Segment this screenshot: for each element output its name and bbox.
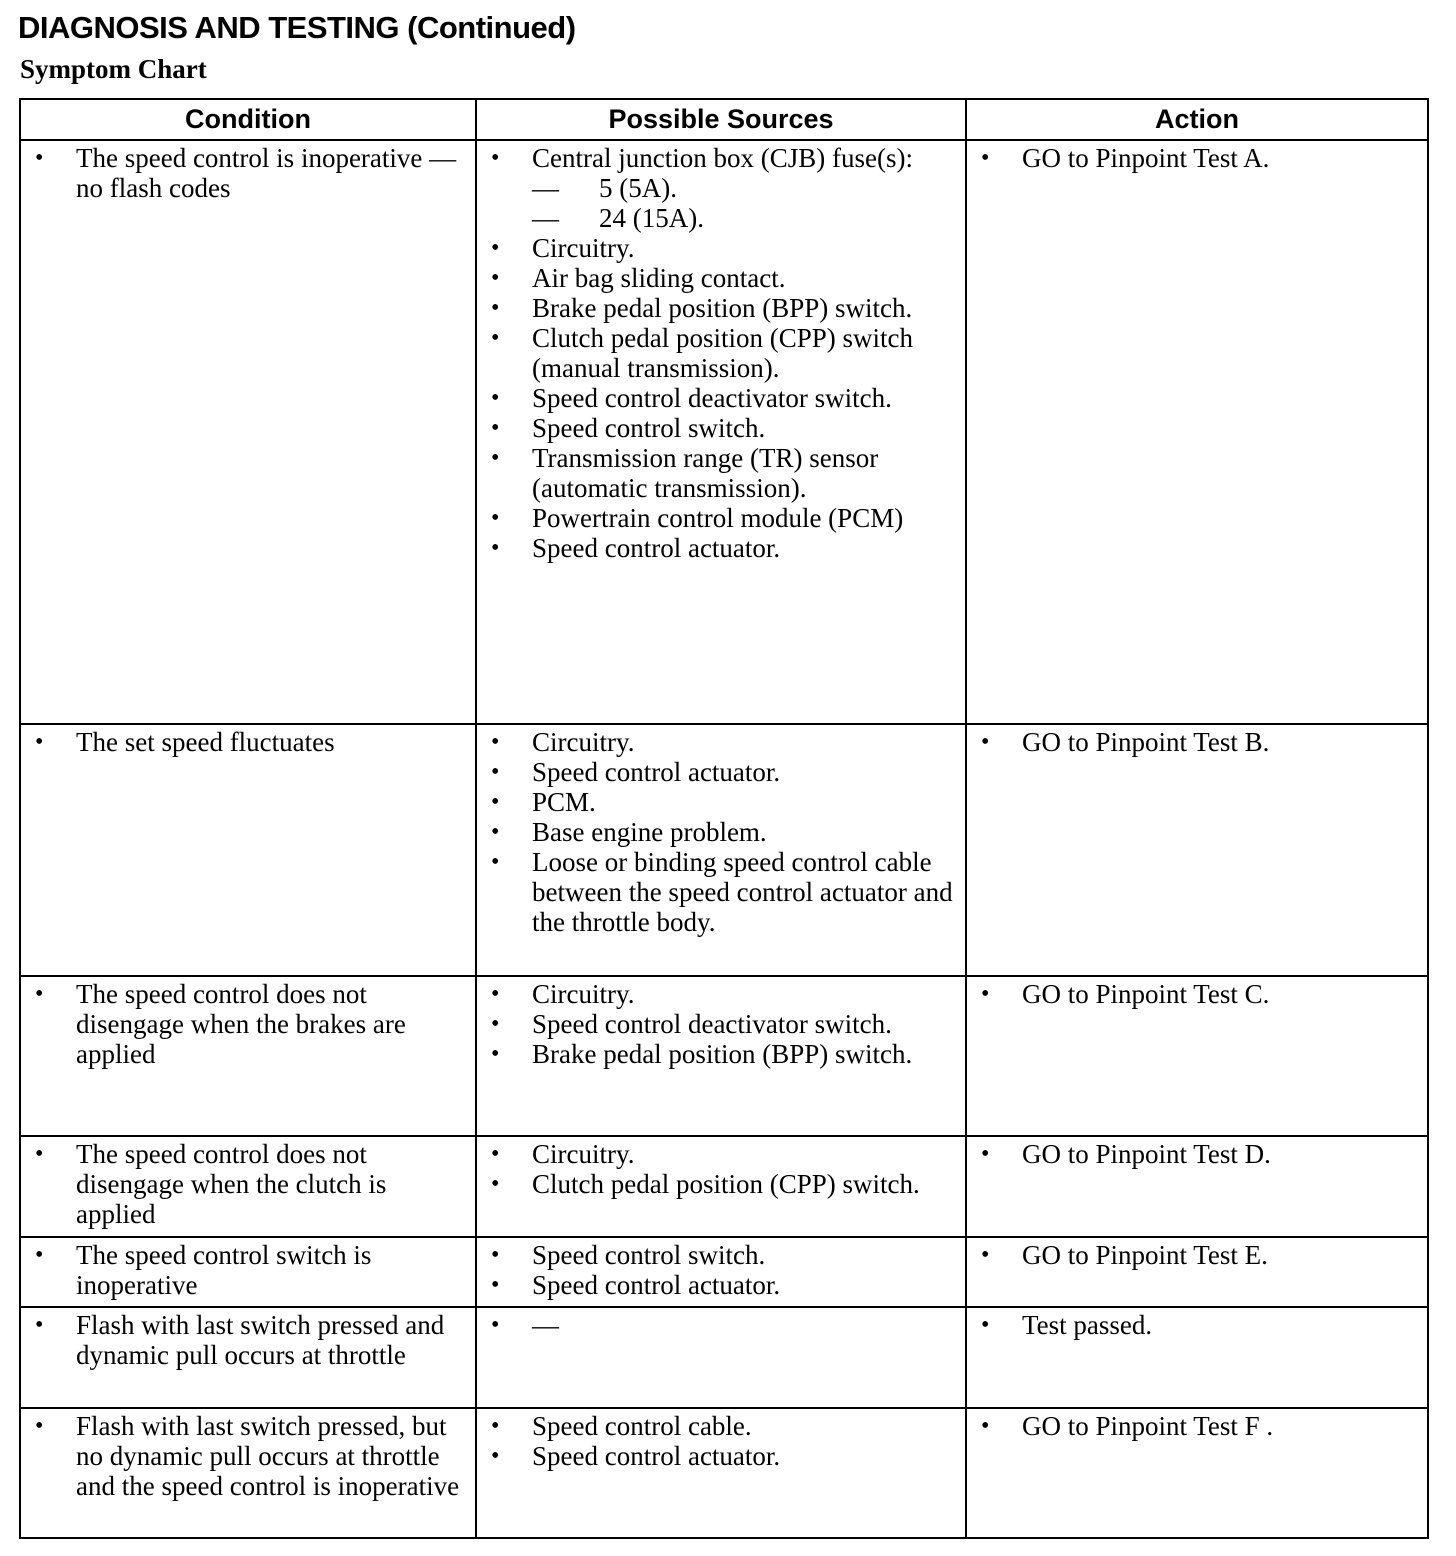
bullet-icon: • [491,295,500,321]
source-text: Clutch pedal position (CPP) switch (manual transmission). [532,323,913,383]
table-row [20,1136,1428,1237]
action-text: GO to Pinpoint Test E. [1022,1240,1268,1270]
condition-item [31,979,465,1069]
bullet-icon: • [491,535,500,561]
source-item [487,1009,955,1039]
source-text: Speed control actuator. [532,533,781,563]
source-text: Speed control deactivator switch. [532,383,892,413]
bullet-icon: • [35,145,44,171]
bullet-icon: • [491,981,500,1007]
chart-title: Symptom Chart [20,54,207,84]
source-item [487,263,955,293]
condition-cell [20,140,476,724]
condition-text: Flash with last switch pressed and dynamic pull occurs at throttle [76,1310,445,1370]
condition-cell [20,724,476,976]
bullet-icon: • [491,1011,500,1037]
source-text: Brake pedal position (BPP) switch. [532,1039,913,1069]
possible-sources-cell [476,140,966,724]
source-text: Powertrain control module (PCM) [532,503,904,533]
source-item [487,413,955,443]
condition-cell [20,1408,476,1538]
action-item [977,979,1417,1009]
source-text: Circuitry. [532,1139,635,1169]
source-text: PCM. [532,787,596,817]
source-item [487,1310,955,1340]
bullet-icon: • [491,1443,500,1469]
action-cell [966,976,1428,1136]
condition-text: The speed control does not disengage when the brakes are applied [76,979,406,1069]
condition-item [31,1139,465,1229]
source-item [487,1441,955,1471]
source-item [487,383,955,413]
action-cell [966,1408,1428,1538]
page-heading: DIAGNOSIS AND TESTING (Continued) [18,10,576,45]
bullet-icon: • [491,729,500,755]
condition-item [31,1310,465,1370]
condition-text: The set speed fluctuates [76,727,335,757]
action-cell [966,724,1428,976]
action-cell [966,140,1428,724]
source-item [487,727,955,757]
bullet-icon: • [491,819,500,845]
source-item [487,293,955,323]
bullet-icon: • [491,415,500,441]
bullet-icon: • [491,235,500,261]
bullet-icon: • [491,1272,500,1298]
bullet-icon: • [981,729,990,755]
header-condition: Condition [20,99,476,140]
action-item [977,143,1417,173]
source-item [487,787,955,817]
source-text: Circuitry. [532,233,635,263]
possible-sources-cell [476,1408,966,1538]
condition-text: The speed control switch is inoperative [76,1240,372,1300]
action-item [977,727,1417,757]
condition-item [31,727,465,757]
source-item [487,143,955,233]
bullet-icon: • [491,1312,500,1338]
source-text: Air bag sliding contact. [532,263,786,293]
bullet-icon: • [981,1242,990,1268]
condition-text: Flash with last switch pressed, but no dynamic pull occurs at throttle and the speed control is inoperative [76,1411,460,1501]
source-item [487,533,955,563]
bullet-icon: • [491,265,500,291]
source-text: Clutch pedal position (CPP) switch. [532,1169,920,1199]
action-cell [966,1136,1428,1237]
bullet-icon: • [491,145,500,171]
source-item [487,757,955,787]
source-text: Base engine problem. [532,817,767,847]
condition-item [31,1240,465,1300]
source-item [487,233,955,263]
action-item [977,1310,1417,1340]
table-row [20,1408,1428,1538]
action-text: GO to Pinpoint Test B. [1022,727,1270,757]
table-header-row [20,99,1428,140]
source-text: Speed control cable. [532,1411,752,1441]
bullet-icon: • [981,145,990,171]
action-item [977,1240,1417,1270]
bullet-icon: • [981,1312,990,1338]
action-cell [966,1307,1428,1408]
source-text: Loose or binding speed control cable between the speed control actuator and the throttle body. [532,847,953,937]
bullet-icon: • [491,1413,500,1439]
bullet-icon: • [491,759,500,785]
bullet-icon: • [491,1242,500,1268]
source-subitem-text: 5 (5A). [599,173,677,203]
source-text: Speed control switch. [532,413,766,443]
condition-text: The speed control is inoperative — no flash codes [76,143,457,203]
condition-cell [20,1307,476,1408]
bullet-icon: • [491,1141,500,1167]
bullet-icon: • [491,385,500,411]
bullet-icon: • [491,445,500,471]
possible-sources-cell [476,1136,966,1237]
action-text: GO to Pinpoint Test F . [1022,1411,1274,1441]
condition-item [31,143,465,203]
bullet-icon: • [35,981,44,1007]
source-item [487,1139,955,1169]
source-item [487,1039,955,1069]
action-item [977,1139,1417,1169]
table-row [20,1237,1428,1307]
table-row [20,976,1428,1136]
source-text: Central junction box (CJB) fuse(s): [532,143,913,173]
bullet-icon: • [491,1171,500,1197]
action-text: GO to Pinpoint Test C. [1022,979,1270,1009]
dash-icon: — [532,173,559,203]
source-text: Transmission range (TR) sensor (automatic transmission). [532,443,879,503]
action-text: Test passed. [1022,1310,1153,1340]
condition-cell [20,1237,476,1307]
bullet-icon: • [491,789,500,815]
source-text: — [532,1310,559,1340]
bullet-icon: • [981,1141,990,1167]
action-text: GO to Pinpoint Test D. [1022,1139,1271,1169]
action-cell [966,1237,1428,1307]
condition-cell [20,1136,476,1237]
condition-text: The speed control does not disengage when the clutch is applied [76,1139,387,1229]
source-item [487,503,955,533]
table-row [20,724,1428,976]
source-item [487,323,955,383]
possible-sources-cell [476,976,966,1136]
bullet-icon: • [35,1413,44,1439]
source-item [487,1411,955,1441]
possible-sources-cell [476,1307,966,1408]
bullet-icon: • [35,729,44,755]
possible-sources-cell [476,1237,966,1307]
condition-item [31,1411,465,1501]
source-item [487,817,955,847]
header-action: Action [966,99,1428,140]
symptom-chart-table [19,98,1429,1539]
bullet-icon: • [981,981,990,1007]
possible-sources-cell [476,724,966,976]
bullet-icon: • [35,1242,44,1268]
source-item [487,979,955,1009]
bullet-icon: • [491,849,500,875]
bullet-icon: • [35,1312,44,1338]
source-subitem [532,203,955,233]
bullet-icon: • [491,505,500,531]
source-item [487,1270,955,1300]
source-item [487,443,955,503]
bullet-icon: • [981,1413,990,1439]
source-item [487,1169,955,1199]
bullet-icon: • [35,1141,44,1167]
source-text: Circuitry. [532,727,635,757]
action-item [977,1411,1417,1441]
source-text: Speed control actuator. [532,757,781,787]
source-subitem [532,173,955,203]
source-text: Speed control actuator. [532,1441,781,1471]
source-text: Speed control deactivator switch. [532,1009,892,1039]
source-item [487,1240,955,1270]
condition-cell [20,976,476,1136]
table-row [20,140,1428,724]
source-text: Circuitry. [532,979,635,1009]
table-row [20,1307,1428,1408]
action-text: GO to Pinpoint Test A. [1022,143,1270,173]
table-body [20,140,1428,1538]
source-text: Brake pedal position (BPP) switch. [532,293,913,323]
source-text: Speed control actuator. [532,1270,781,1300]
bullet-icon: • [491,1041,500,1067]
source-subitem-text: 24 (15A). [599,203,704,233]
source-text: Speed control switch. [532,1240,766,1270]
dash-icon: — [532,203,559,233]
bullet-icon: • [491,325,500,351]
header-possible-sources: Possible Sources [476,99,966,140]
source-item [487,847,955,937]
